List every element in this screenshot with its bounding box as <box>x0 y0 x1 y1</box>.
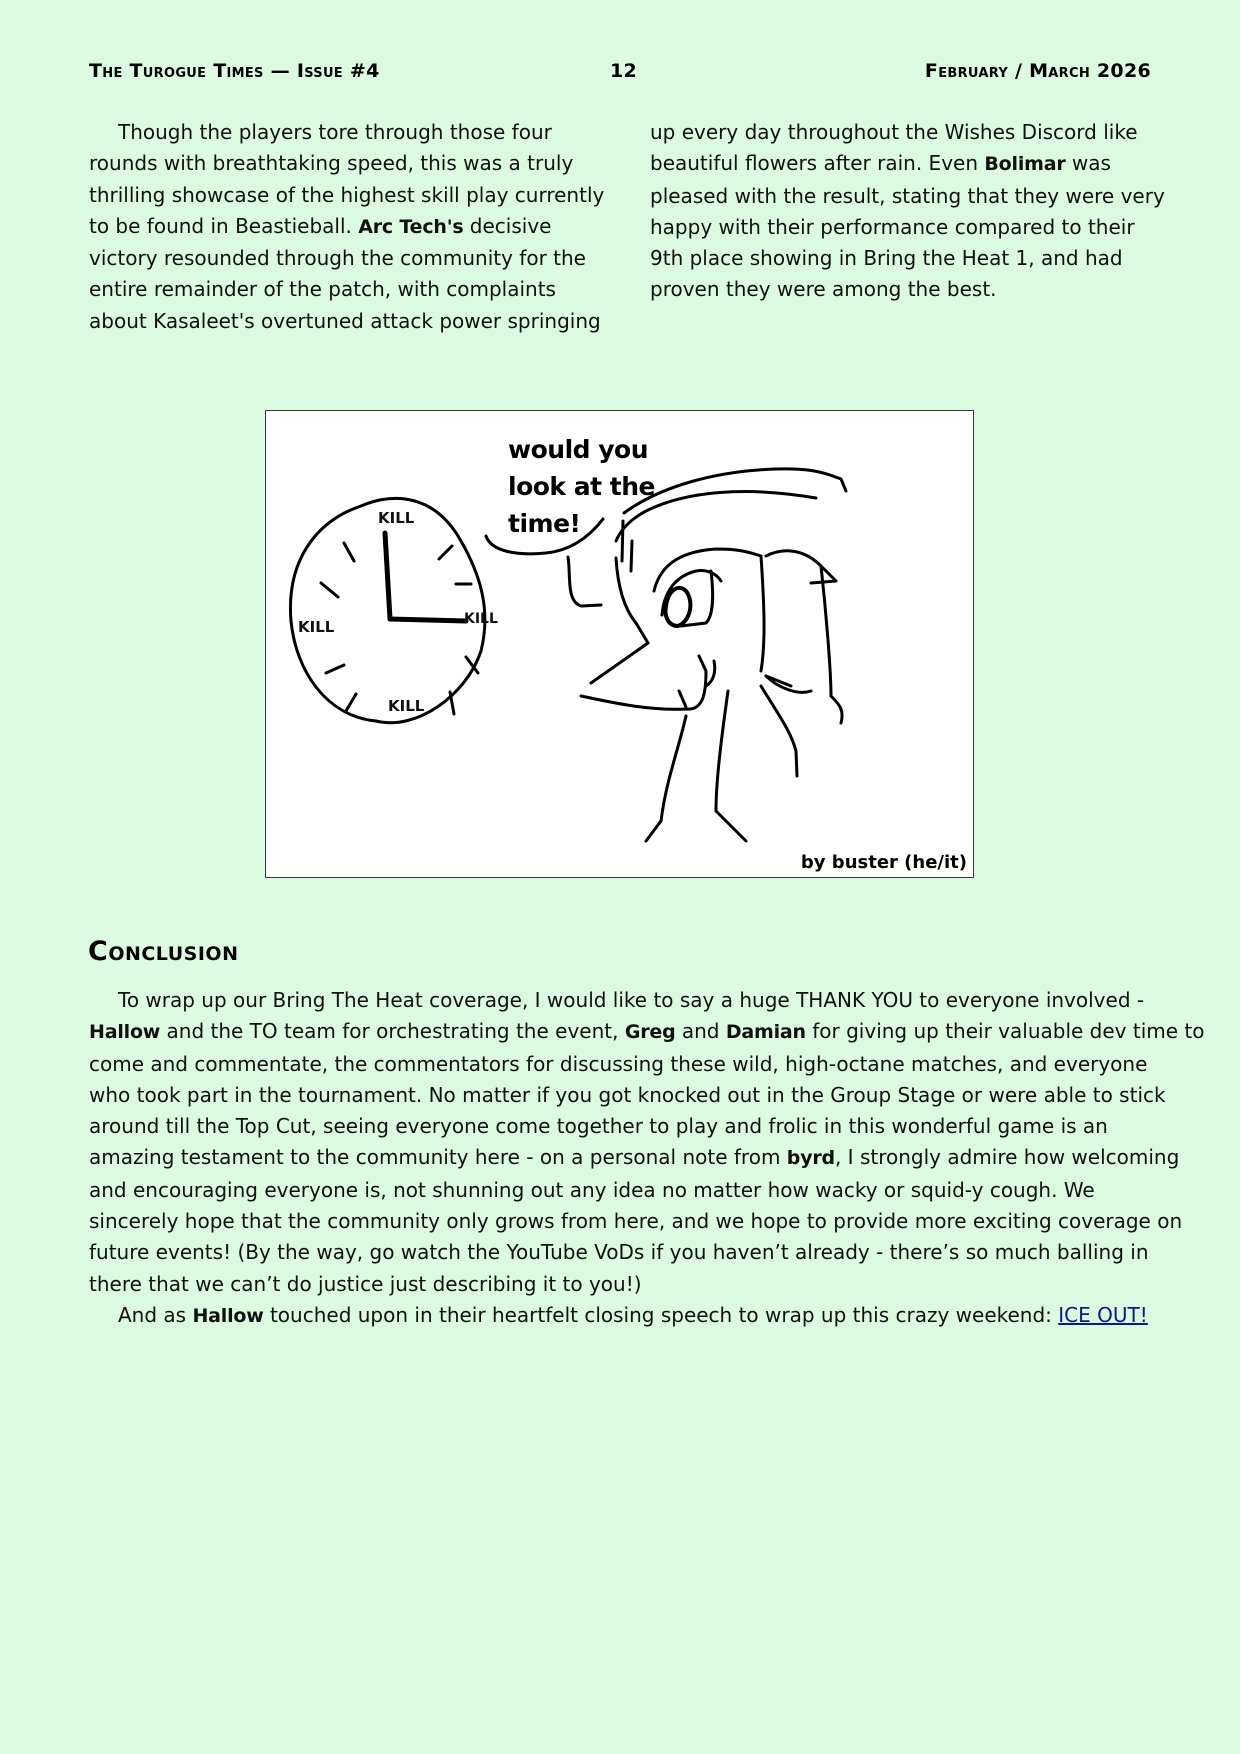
clock-label-left: KILL <box>298 618 335 636</box>
section-heading-conclusion: Conclusion <box>88 936 239 967</box>
article-column-left <box>89 117 609 337</box>
comic-illustration <box>265 410 974 878</box>
clock-label-right: KILL <box>464 611 498 627</box>
character-drawing <box>568 557 601 606</box>
text-line: To wrap up our Bring The Heat coverage, I would like to say a huge THANK YOU to everyone involved - <box>118 988 1145 1012</box>
speech-bubble-text: would you look at the time! <box>508 435 655 538</box>
text-line: thrilling showcase of the highest skill play currently <box>89 182 605 207</box>
text-line: about Kasaleet's overtuned attack power springing <box>89 308 601 333</box>
player-name: Bolimar <box>984 153 1066 176</box>
ice-out-link[interactable]: ICE OUT! <box>1058 1302 1148 1327</box>
running-header <box>89 60 1151 84</box>
clock-minute-hand <box>390 619 466 621</box>
text-line: there that we can’t do justice just describing it to you!) <box>89 1271 642 1296</box>
text-line: rounds with breathtaking speed, this was a truly <box>89 151 574 176</box>
person-name: Greg <box>624 1021 676 1044</box>
text-line: entire remainder of the patch, with complaints <box>89 277 556 302</box>
text-line: pleased with the result, stating that they were very <box>650 183 1165 208</box>
text-line: come and commentate, the commentators for discussing these wild, high-octane matches, and everyone <box>89 1051 1148 1076</box>
text-line: victory resounded through the community for the <box>89 246 586 271</box>
text-line: and encouraging everyone is, not shunning out any idea no matter how wacky or squid-y cough. We <box>89 1177 1095 1202</box>
person-name: Damian <box>725 1021 806 1044</box>
text-line: 9th place showing in Bring the Heat 1, and had <box>650 246 1123 271</box>
person-name: byrd <box>786 1147 835 1170</box>
text-line: to be found in Beastieball. Arc Tech's decisive <box>89 213 552 238</box>
clock-hour-hand <box>385 533 390 619</box>
text-line: amazing testament to the community here - on a personal note from byrd, I strongly admire how welcoming <box>89 1145 1180 1170</box>
issue-date: February / March 2026 <box>924 60 1151 82</box>
person-name: Hallow <box>89 1021 161 1044</box>
conclusion-body <box>89 985 1205 1332</box>
publication-title: The Turogue Times — Issue #4 <box>89 60 380 82</box>
character-eye-icon <box>666 588 691 626</box>
clock-label-bottom: KILL <box>388 697 425 715</box>
article-column-right <box>650 117 1165 306</box>
text-line: proven they were among the best. <box>650 277 997 302</box>
text-line: up every day throughout the Wishes Discord like <box>650 120 1138 144</box>
page-number: 12 <box>610 60 638 82</box>
text-line: beautiful flowers after rain. Even Bolimar was <box>650 151 1111 176</box>
text-line: who took part in the tournament. No matter if you got knocked out in the Group Stage or were able to stick <box>89 1082 1166 1107</box>
text-line: Though the players tore through those four <box>118 120 552 144</box>
text-line: around till the Top Cut, seeing everyone come together to play and frolic in this wonderful game is an <box>89 1114 1108 1139</box>
text-line: future events! (By the way, go watch the YouTube VoDs if you haven’t already - there’s so much balling in <box>89 1240 1149 1265</box>
person-name: Hallow <box>192 1304 264 1327</box>
text-line: Hallow and the TO team for orchestrating the event, Greg and Damian for giving up their valuable dev time to <box>89 1019 1205 1044</box>
text-line: happy with their performance compared to their <box>650 214 1135 239</box>
artist-credit: by buster (he/it) <box>800 852 967 873</box>
text-line: sincerely hope that the community only grows from here, and we hope to provide more exciting coverage on <box>89 1209 1183 1234</box>
clock-label-top: KILL <box>378 509 415 527</box>
player-name: Arc Tech's <box>358 215 464 238</box>
closing-line: And as Hallow touched upon in their heartfelt closing speech to wrap up this crazy weekend: ICE OUT! <box>118 1302 1148 1327</box>
